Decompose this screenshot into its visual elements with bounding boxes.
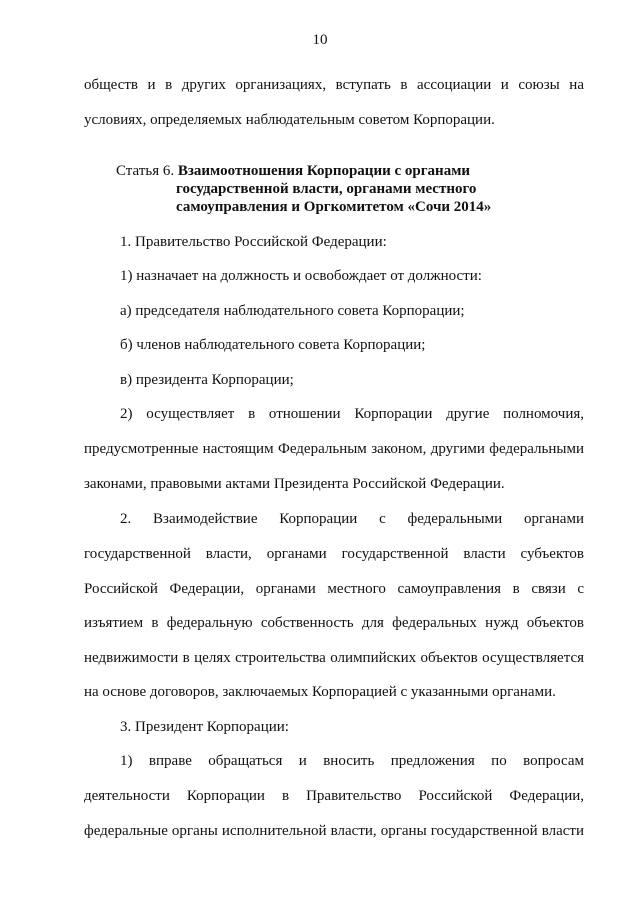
- paragraph-line: Российской Федерации, органами местного самоуправления в связи с: [84, 581, 584, 597]
- article-label: Статья 6.: [116, 163, 175, 179]
- list-item: 1. Правительство Российской Федерации:: [120, 234, 387, 250]
- paragraph-line: 2) осуществляет в отношении Корпорации другие полномочия,: [120, 406, 584, 422]
- list-item: 3. Президент Корпорации:: [120, 719, 289, 735]
- paragraph-line: 1) вправе обращаться и вносить предложения по вопросам: [120, 753, 584, 769]
- list-item: б) членов наблюдательного совета Корпорации;: [120, 337, 426, 353]
- paragraph-line: на основе договоров, заключаемых Корпорацией с указанными органами.: [84, 684, 556, 700]
- paragraph-line: недвижимости в целях строительства олимпийских объектов осуществляется: [84, 650, 584, 666]
- paragraph-line: деятельности Корпорации в Правительство Российской Федерации,: [84, 788, 584, 804]
- paragraph-line: предусмотренные настоящим Федеральным законом, другими федеральными: [84, 441, 584, 457]
- paragraph-line: условиях, определяемых наблюдательным советом Корпорации.: [84, 112, 495, 128]
- paragraph-line: законами, правовыми актами Президента Российской Федерации.: [84, 476, 505, 492]
- list-item: а) председателя наблюдательного совета Корпорации;: [120, 303, 465, 319]
- article-title-line: государственной власти, органами местного: [176, 181, 477, 197]
- article-title-line: самоуправления и Оргкомитетом «Сочи 2014»: [176, 199, 492, 215]
- paragraph-line: обществ и в других организациях, вступать в ассоциации и союзы на: [84, 77, 584, 93]
- list-item: в) президента Корпорации;: [120, 372, 294, 388]
- paragraph-line: государственной власти, органами государственной власти субъектов: [84, 546, 584, 562]
- article-heading: [116, 162, 491, 216]
- paragraph-line: 2. Взаимодействие Корпорации с федеральными органами: [120, 511, 584, 527]
- paragraph-line: федеральные органы исполнительной власти, органы государственной власти: [84, 823, 584, 839]
- paragraph-line: изъятием в федеральную собственность для федеральных нужд объектов: [84, 615, 584, 631]
- list-item: 1) назначает на должность и освобождает от должности:: [120, 268, 482, 284]
- article-title-line: Взаимоотношения Корпорации с органами: [177, 163, 471, 179]
- page-number: 10: [312, 32, 328, 48]
